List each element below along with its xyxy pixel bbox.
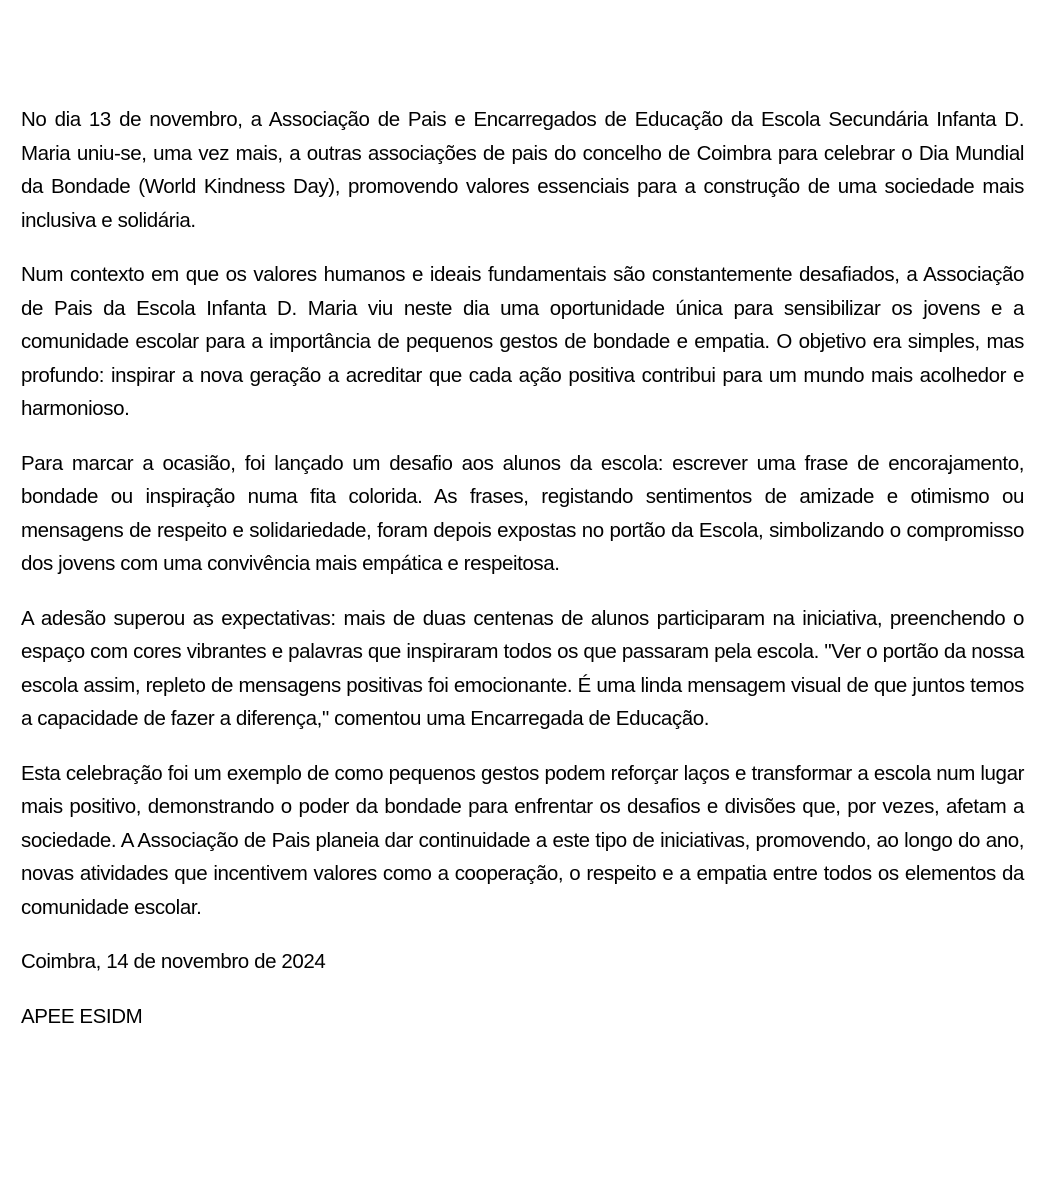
paragraph-conclusion: Esta celebração foi um exemplo de como pequenos gestos podem reforçar laços e transformar a escola num lugar mais positivo, demonstrando o poder da bondade para enfrentar os desafios e divisões que, por vezes, afetam a sociedade. A Associação de Pais planeia dar continuidade a este tipo de iniciativas, promovendo, ao longo do ano, novas atividades que incentivem valores como a cooperação, o respeito e a empatia entre todos os elementos da comunidade escolar. bbox=[21, 761, 1024, 919]
paragraph-results: A adesão superou as expectativas: mais de duas centenas de alunos participaram na iniciativa, preenchendo o espaço com cores vibrantes e palavras que inspiraram todos os que passaram pela escola. "Ver o portão da nossa escola assim, repleto de mensagens positivas foi emocionante. É uma linda mensagem visual de que juntos temos a capacidade de fazer a diferença," comentou uma Encarregada de Educação. bbox=[21, 606, 1024, 730]
paragraph-context: Num contexto em que os valores humanos e ideais fundamentais são constantemente desafiados, a Associação de Pais da Escola Infanta D. Maria viu neste dia uma oportunidade única para sensibilizar os jovens e a comunidade escolar para a importância de pequenos gestos de bondade e empatia. O objetivo era simples, mas profundo: inspirar a nova geração a acreditar que cada ação positiva contribui para um mundo mais acolhedor e harmonioso. bbox=[21, 263, 1024, 420]
paragraph-challenge: Para marcar a ocasião, foi lançado um desafio aos alunos da escola: escrever uma frase de encorajamento, bondade ou inspiração numa fita colorida. As frases, registando sentimentos de amizade e otimismo ou mensagens de respeito e solidariedade, foram depois expostas no portão da Escola, simbolizando o compromisso dos jovens com uma convivência mais empática e respeitosa. bbox=[21, 451, 1024, 575]
signature-line: APEE ESIDM bbox=[21, 1004, 143, 1028]
paragraph-intro: No dia 13 de novembro, a Associação de Pais e Encarregados de Educação da Escola Secundária Infanta D. Maria uniu-se, uma vez mais, a outras associações de pais do concelho de Coimbra para celebrar o Dia Mundial da Bondade (World Kindness Day), promovendo valores essenciais para a construção de uma sociedade mais inclusiva e solidária. bbox=[21, 108, 1024, 232]
date-line: Coimbra, 14 de novembro de 2024 bbox=[21, 950, 326, 973]
